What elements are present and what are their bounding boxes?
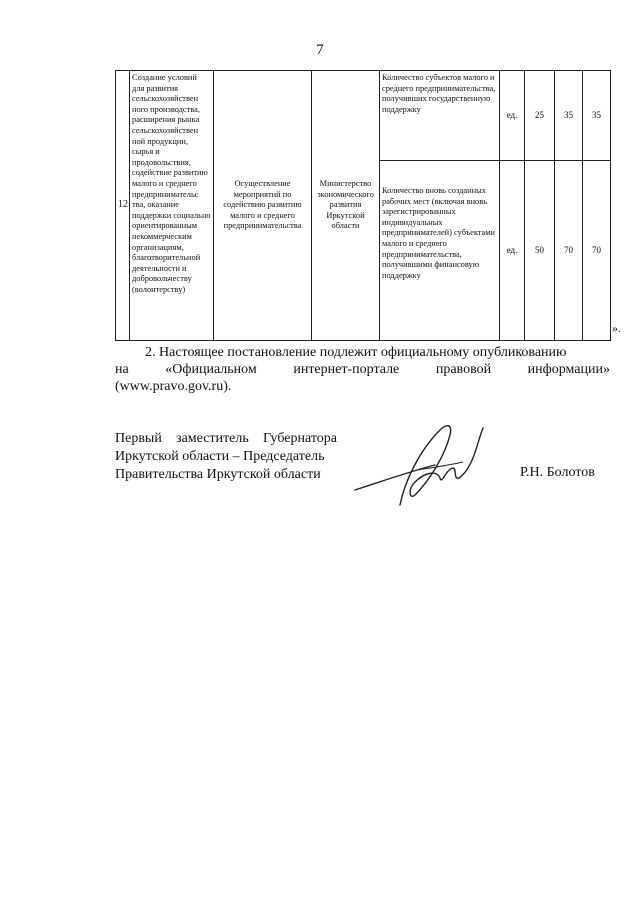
word: интернет-портале: [293, 362, 400, 377]
signatory-title: [115, 430, 337, 484]
paragraph-line: (www.pravo.gov.ru).: [115, 379, 232, 394]
paragraph-line: [115, 361, 610, 378]
indicator-value: 35: [555, 71, 583, 161]
signatory-line: Иркутской области – Председатель: [115, 449, 325, 464]
indicator-unit: ед.: [500, 161, 525, 341]
page-number: 7: [316, 42, 324, 58]
row-number: 12: [116, 71, 130, 341]
word: «Официальном: [165, 362, 257, 377]
indicator-value: 70: [555, 161, 583, 341]
word: Губернатора: [262, 431, 337, 446]
word: правовой: [435, 362, 492, 377]
signatory-line: Правительства Иркутской области: [115, 467, 321, 482]
signatory-name: Р.Н. Болотов: [520, 465, 595, 480]
indicator-value: 50: [525, 161, 555, 341]
word: Первый: [115, 431, 162, 446]
signatory-line: [115, 430, 337, 448]
program-table: [115, 70, 611, 341]
word: на: [115, 362, 129, 377]
closing-quote: ».: [612, 321, 621, 335]
indicator-value: 25: [525, 71, 555, 161]
word: информации»: [527, 362, 610, 377]
handwritten-signature: [345, 410, 495, 510]
row-goal: Создание условий для развития сельскохозяйствен ного производства, расширения рынка сельскохозяйствен ной продукции, сырья и продовольствия, содействие развитию малого и среднего предпринимательс тва, оказание поддержки социально ориентированным некоммерческим организациям, благотворительной деятельности и добровольчеству (волонтерству): [130, 71, 214, 341]
word: заместитель: [176, 431, 249, 446]
indicator-unit: ед.: [500, 71, 525, 161]
indicator-name: Количество вновь созданных рабочих мест (включая вновь зарегистрированных индивидуальных предпринимателей) субъектами малого и среднего предпринимательства, получившими финансовую поддержку: [380, 161, 500, 341]
paragraph-line: 2. Настоящее постановление подлежит официальному опубликованию: [145, 345, 567, 360]
table-row: [116, 71, 611, 161]
indicator-value: 70: [583, 161, 611, 341]
indicator-value: 35: [583, 71, 611, 161]
row-executor: Министерство экономического развития Иркутской области: [312, 71, 380, 341]
indicator-name: Количество субъектов малого и среднего предпринимательства, получивших государственную поддержку: [380, 71, 500, 161]
row-measure: Осуществление мероприятий по содействию развитию малого и среднего предпринимательства: [214, 71, 312, 341]
